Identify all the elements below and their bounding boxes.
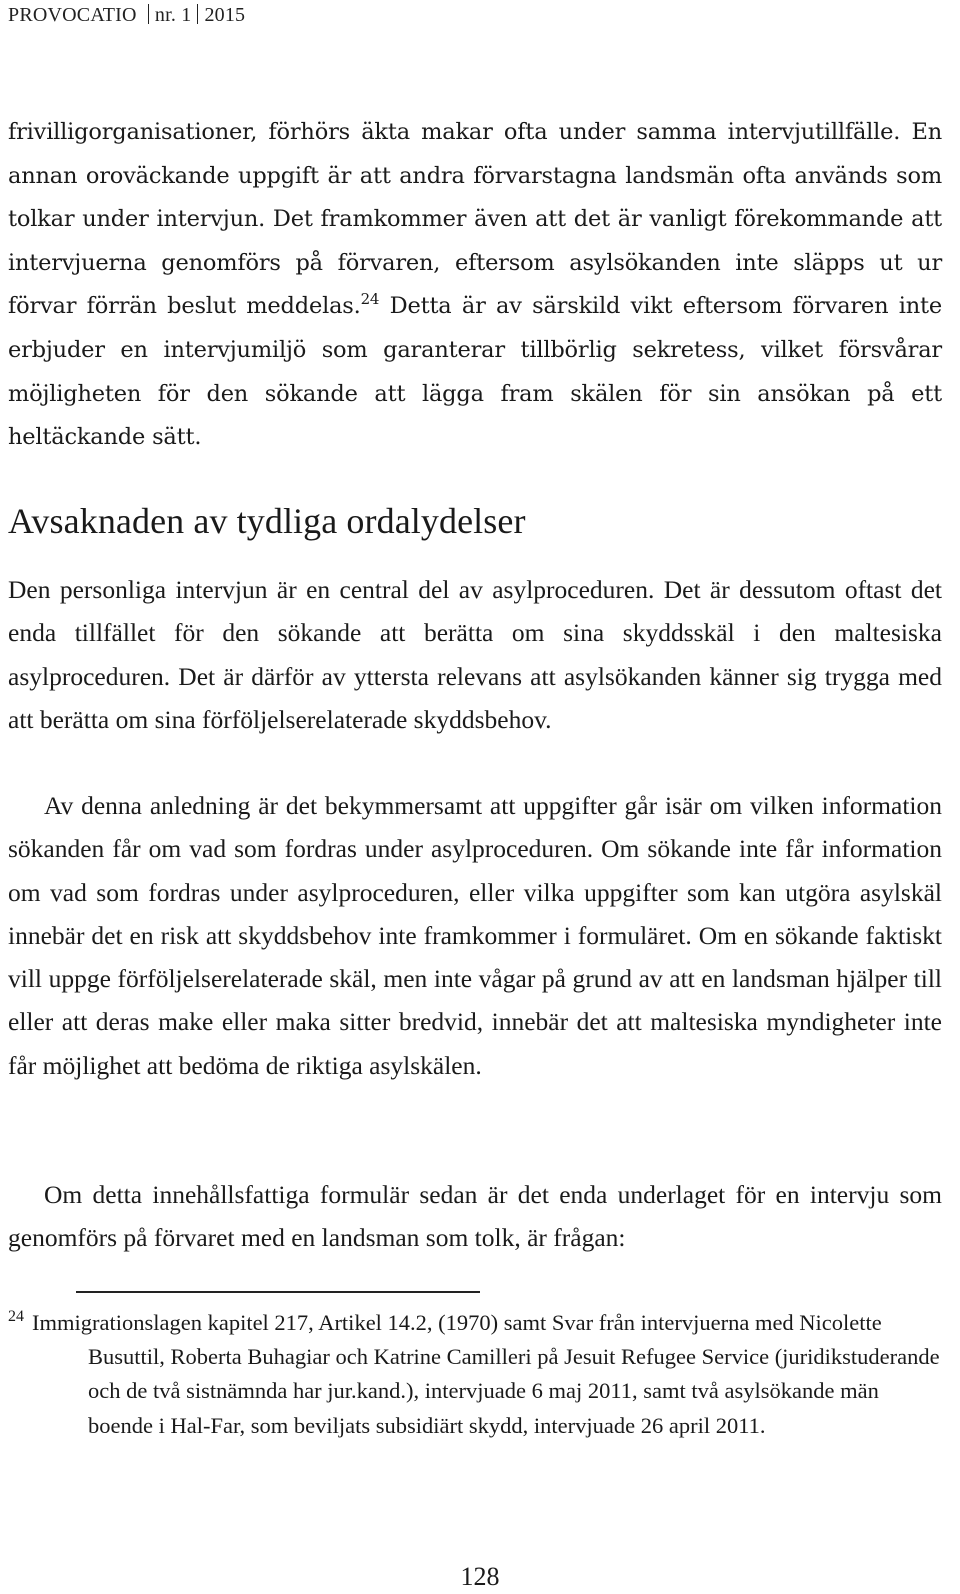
footnote (8, 1306, 942, 1443)
body-paragraph-1 (8, 111, 942, 460)
footnote-number: 24 (8, 1308, 24, 1325)
paragraph-text: Detta är av särskild vikt eftersom förvaren inte erbjuder en intervjumiljö som garanterar tillbörlig sekretess, vilket försvårar möjligheten för den sökande att lägga fram skälen för sin ansökan på ett heltäckande sätt. (8, 293, 942, 451)
header-separator (197, 4, 198, 24)
footnote-text: Immigrationslagen kapitel 217, Artikel 14.2, (1970) samt Svar från intervjuerna med Nicolette Busuttil, Roberta Buhagiar och Katrine Camilleri på Jesuit Refugee Service (juridikstuderande och de två sistnämnda har jur.kand.), intervjuade 6 maj 2011, samt två asylsökande män boende i Hal-Far, som beviljats subsidiärt skydd, intervjuade 26 april 2011. (32, 1310, 940, 1438)
journal-name: PROVOCATIO (8, 4, 137, 26)
body-paragraph-3: Av denna anledning är det bekymmersamt att uppgifter går isär om vilken information sökanden får om vad som fordras under asylproceduren. Om sökande inte får information om vad som fordras under asylproceduren, eller vilka uppgifter som kan utgöra asylskäl innebär det en risk att skyddsbehov inte framkommer i formuläret. Om en sökande faktiskt vill uppge förföljelserelaterade skäl, men inte vågar på grund av att en landsman hjälper till eller att deras make eller maka sitter bredvid, innebär det att maltesiska myndigheter inte får möjlighet att bedöma de riktiga asylskälen. (8, 791, 942, 1080)
footnote-divider (76, 1291, 480, 1293)
paragraph-text: frivilligorganisationer, förhörs äkta makar ofta under samma intervjutillfälle. En annan oroväckande uppgift är att andra förvarstagna landsmän ofta används som tolkar under intervjun. Det framkommer även att det är vanligt förekommande att intervjuerna genomförs på förvaren, eftersom asylsökanden inte släpps ut ur förvar förrän beslut meddelas. (8, 119, 942, 320)
section-heading: Avsaknaden av tydliga ordalydelser (8, 501, 526, 541)
page-number: 128 (460, 1562, 500, 1591)
running-header (8, 4, 245, 27)
issue-year: 2015 (204, 4, 246, 26)
header-separator (148, 4, 149, 24)
footnote-reference: 24 (360, 290, 380, 309)
body-paragraph-4: Om detta innehållsfattiga formulär sedan är det enda underlaget för en intervju som genomförs på förvaret med en landsman som tolk, är frågan: (8, 1180, 942, 1253)
issue-number: nr. 1 (154, 4, 192, 26)
body-paragraph-2: Den personliga intervjun är en central del av asylproceduren. Det är dessutom oftast det enda tillfället för den sökande att berätta om sina skyddsskäl i den maltesiska asylproceduren. Det är därför av yttersta relevans att asylsökanden känner sig trygga med att berätta om sina förföljelserelaterade skyddsbehov. (8, 575, 942, 734)
